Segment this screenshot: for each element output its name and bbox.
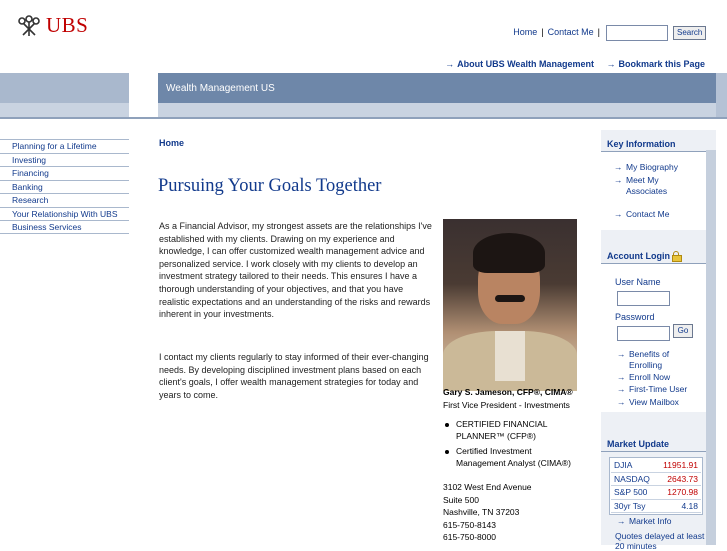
arrow-right-icon: → xyxy=(617,372,626,382)
leftnav-item-banking[interactable]: Banking xyxy=(0,180,129,194)
market-value: 11951.91 xyxy=(663,460,698,470)
market-table xyxy=(611,459,701,513)
arrow-right-icon: → xyxy=(617,397,626,407)
market-title: Market Update xyxy=(607,439,670,449)
nav-home-link[interactable]: Home xyxy=(513,27,538,37)
market-value: 1270.98 xyxy=(667,487,698,497)
left-nav xyxy=(0,139,129,234)
sub-band xyxy=(0,103,727,117)
leftnav-item-planning[interactable]: Planning for a Lifetime xyxy=(0,139,129,153)
page-title: Pursuing Your Goals Together xyxy=(158,176,382,196)
arrow-right-icon: → xyxy=(445,59,455,69)
intro-paragraph: As a Financial Advisor, my strongest assets are the relationships I've established with my clients. Drawing on my experience and knowledge, I can offer customized wealth management advice and personalized service. I work closely with my clients to develop an investment strategy tailored to their needs. This ensures I have a thorough understanding of your objectives, and that you have realistic expectations and an understanding of the risks and rewards inherent in your investments. xyxy=(159,221,432,320)
credentials-list xyxy=(443,419,583,473)
arrow-right-icon: → xyxy=(617,516,626,526)
arrow-right-icon: → xyxy=(617,349,626,359)
biography-label: My Biography xyxy=(626,162,678,172)
benefits-label: Benefits of Enrolling xyxy=(629,349,670,370)
market-info-link[interactable] xyxy=(617,516,702,527)
phone-line: 615-750-8143 xyxy=(443,519,496,530)
sub-band-gap xyxy=(129,103,158,117)
arrow-right-icon: → xyxy=(614,209,623,219)
biography-link[interactable] xyxy=(614,162,704,173)
leftnav-item-investing[interactable]: Investing xyxy=(0,153,129,167)
brand-name: UBS xyxy=(46,13,89,37)
mailbox-link[interactable] xyxy=(617,397,702,408)
contact-me-link[interactable] xyxy=(614,209,704,220)
ubs-logo[interactable] xyxy=(16,13,88,38)
contact-me-label: Contact Me xyxy=(626,209,670,219)
utility-links xyxy=(435,59,705,69)
market-symbol: S&P 500 xyxy=(614,487,648,497)
section-rule xyxy=(601,263,706,264)
password-label: Password xyxy=(615,312,655,322)
market-value: 4.18 xyxy=(681,500,698,511)
leftnav-item-relationship[interactable]: Your Relationship With UBS xyxy=(0,207,129,221)
advisor-title: First Vice President - Investments xyxy=(443,400,570,410)
password-field[interactable] xyxy=(617,326,670,341)
arrow-right-icon: → xyxy=(614,175,623,185)
username-label: User Name xyxy=(615,277,661,287)
header-rule xyxy=(0,117,727,119)
search-button[interactable]: Search xyxy=(673,26,706,40)
first-time-user-label: First-Time User xyxy=(629,384,688,394)
sidebar-scrollbar[interactable] xyxy=(706,150,716,545)
breadcrumb[interactable]: Home xyxy=(159,138,185,148)
section-rule xyxy=(601,451,706,452)
band-edge xyxy=(716,73,727,117)
section-title: Wealth Management US xyxy=(166,83,275,94)
leftnav-item-research[interactable]: Research xyxy=(0,193,129,207)
market-value: 2643.73 xyxy=(667,473,698,484)
associates-label: Meet My Associates xyxy=(626,175,668,196)
market-symbol: 30yr Tsy xyxy=(614,500,646,511)
arrow-right-icon: → xyxy=(614,162,623,172)
market-row[interactable] xyxy=(611,459,701,473)
nav-contact-link[interactable]: Contact Me xyxy=(547,27,594,37)
market-symbol: NASDAQ xyxy=(614,473,650,484)
lock-icon xyxy=(672,251,680,260)
keys-logo-icon xyxy=(16,15,42,37)
login-go-button[interactable]: Go xyxy=(673,324,693,338)
phone-line: 615-750-8000 xyxy=(443,532,496,543)
advisor-address xyxy=(443,481,532,544)
address-line: Nashville, TN 37203 xyxy=(443,507,520,518)
bookmark-link[interactable] xyxy=(606,59,705,69)
market-row[interactable] xyxy=(611,486,701,500)
market-row[interactable] xyxy=(611,473,701,487)
market-row[interactable] xyxy=(611,500,701,514)
market-info-label: Market Info xyxy=(629,516,672,526)
enroll-link[interactable] xyxy=(617,372,702,383)
login-title-text: Account Login xyxy=(607,251,670,261)
benefits-link[interactable] xyxy=(617,349,692,371)
address-line: Suite 500 xyxy=(443,494,479,505)
nav-separator: | xyxy=(541,27,544,37)
leftnav-item-business[interactable]: Business Services xyxy=(0,220,129,234)
leftnav-item-financing[interactable]: Financing xyxy=(0,166,129,180)
about-ubs-link[interactable] xyxy=(445,59,594,69)
enroll-label: Enroll Now xyxy=(629,372,671,382)
nav-separator: | xyxy=(597,27,600,37)
contact-paragraph: I contact my clients regularly to stay informed of their ever-changing needs. By developing disciplined investment plans based on each client's goals, I offer wealth management strategies for today and years to come. xyxy=(159,352,429,400)
advisor-photo xyxy=(443,219,577,381)
associates-link[interactable] xyxy=(614,175,684,197)
about-ubs-label: About UBS Wealth Management xyxy=(457,59,594,69)
bookmark-label: Bookmark this Page xyxy=(618,59,705,69)
search-input[interactable] xyxy=(606,25,668,41)
login-title xyxy=(607,251,680,261)
arrow-right-icon: → xyxy=(617,384,626,394)
address-line: 3102 West End Avenue xyxy=(443,482,532,492)
credential-item: CERTIFIED FINANCIAL PLANNER™ (CFP®) xyxy=(443,419,583,442)
market-symbol: DJIA xyxy=(614,460,633,470)
username-field[interactable] xyxy=(617,291,670,306)
mailbox-label: View Mailbox xyxy=(629,397,679,407)
credential-item: Certified Investment Management Analyst (CIMA®) xyxy=(443,446,583,469)
top-nav xyxy=(513,27,604,37)
quote-delay-note: Quotes delayed at least 20 minutes xyxy=(615,531,705,551)
band-gap xyxy=(129,73,158,103)
section-rule xyxy=(601,151,706,152)
arrow-right-icon: → xyxy=(606,59,616,69)
advisor-name: Gary S. Jameson, CFP®, CIMA® xyxy=(443,387,573,397)
first-time-user-link[interactable] xyxy=(617,384,702,395)
key-info-title: Key Information xyxy=(607,139,676,149)
